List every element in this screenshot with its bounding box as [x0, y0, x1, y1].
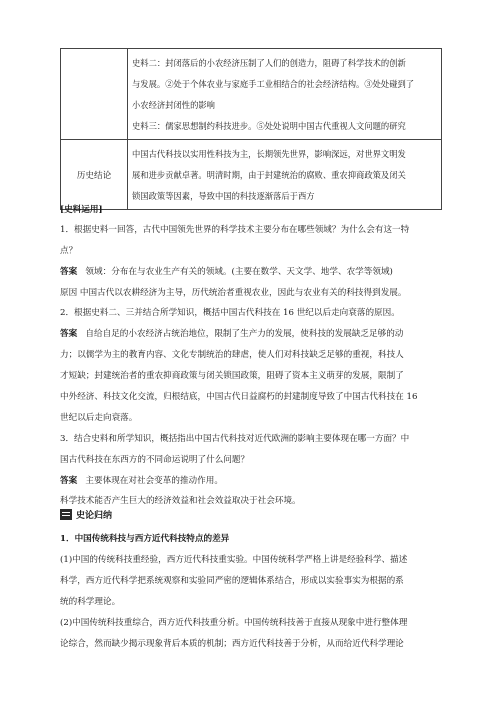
point-2-paragraph-line: 论综合，然而缺少揭示现象背后本质的机制；西方近代科技善于分析，从而给近代科学理论	[60, 639, 404, 649]
answer-2-line: 中外经济、科技文化交流，归根结底，中国古代日益腐朽的封建制度导致了中国古代科技在 16	[60, 392, 418, 402]
answer-3-line: 科学技术能否产生巨大的经济效益和社会效益取决于社会环境。	[60, 496, 301, 506]
section-header-summary	[60, 508, 112, 521]
table-text-line: 中国古代科技以实用性科技为主，长期领先世界，影响深远，对世界文明发	[132, 149, 406, 159]
answer-1-line	[60, 265, 450, 277]
point-1-paragraph-line: (1)中国的传统科技重经验，西方近代科技重实验。中国传统科学严格上讲是经验科学、描述	[60, 555, 408, 565]
point-1-paragraph-line: 科学，西方近代科学把系统观察和实验同严密的逻辑体系结合，形成以实验事实为根据的系	[60, 576, 404, 586]
point-1-title: 1．中国传统科技与西方近代科技特点的差异	[60, 534, 230, 544]
answer-2-line: 力；以儒学为主的教育内容、文化专制统治的肆虐，使人们对科技缺乏足够的重视，科技人	[60, 350, 404, 360]
question-3-line: 国古代科技在东西方的不同命运说明了什么问题？	[60, 455, 250, 465]
table-row	[61, 49, 442, 140]
table-row	[61, 140, 442, 210]
answer-2-line: 世纪以后走向衰落。	[60, 413, 138, 423]
answer-2-line	[60, 327, 450, 339]
table-cell-conclusion	[128, 140, 442, 210]
question-1-line: 1．根据史料一回答，古代中国领先世界的科学技术主要分布在哪些领域？为什么会有这一特	[60, 225, 410, 235]
table-text-line: 史料三：儒家思想制约科技进步。⑤处处说明中国古代重视人文问题的研究	[132, 121, 406, 131]
answer-1-line: 原因 中国古代以农耕经济为主导，历代统治者重视农业，因此与农业有关的科技得到发展。	[60, 288, 407, 298]
answer-2-text: 自给自足的小农经济占统治地位，限制了生产力的发展，使科技的发展缺乏足够的动	[85, 329, 404, 339]
point-1-paragraph-line: 统的科学理论。	[60, 597, 121, 607]
table-text-line: 与发展。②处于个体农业与家庭手工业相结合的社会经济结构。③处处碰到了	[132, 79, 415, 89]
table-text-line: 展和进步贡献卓著。明清时期，由于封建统治的腐败、重农抑商政策及闭关	[132, 170, 406, 180]
answer-label: 答案	[60, 476, 78, 486]
table-cell-empty	[61, 49, 128, 140]
answer-label: 答案	[60, 329, 78, 339]
section-title: 史论归纳	[76, 511, 113, 521]
conclusion-label: 历史结论	[61, 140, 128, 210]
answer-3-line	[60, 474, 450, 486]
question-2: 2．根据史料二、三并结合所学知识，概括中国古代科技在 16 世纪以后走向衰落的原因。	[60, 308, 400, 318]
table-text-line: 锁国政策等因素，导致中国的科技逐渐落后于西方	[132, 191, 315, 201]
answer-1-text: 领域：分布在与农业生产有关的领域。(主要在数学、天文学、地学、农学等领域)	[85, 267, 393, 277]
document-icon	[60, 509, 72, 520]
answer-label: 答案	[60, 267, 78, 277]
point-2-paragraph-line: (2)中国传统科技重综合，西方近代科技重分析。中国传统科技善于直接从现象中进行整体理	[60, 618, 408, 628]
question-3-line: 3．结合史料和所学知识，概括指出中国古代科技对近代欧洲的影响主要体现在哪一方面？中	[60, 434, 410, 444]
answer-3-text: 主要体现在对社会变革的推动作用。	[85, 476, 223, 486]
answer-2-line: 才短缺；封建统治者的重农抑商政策与闭关锁国政策，阻碍了资本主义萌芽的发展，限制了	[60, 371, 404, 381]
table-text-line: 小农经济封闭性的影响	[132, 100, 215, 110]
table-cell-materials	[128, 49, 442, 140]
table-text-line: 史料二：封闭落后的小农经济压制了人们的创造力，阻碍了科学技术的创新	[132, 58, 406, 68]
section-heading-material-use: [史料运用]	[60, 205, 103, 215]
historical-materials-table	[60, 48, 442, 210]
question-1-line: 点？	[60, 246, 78, 256]
